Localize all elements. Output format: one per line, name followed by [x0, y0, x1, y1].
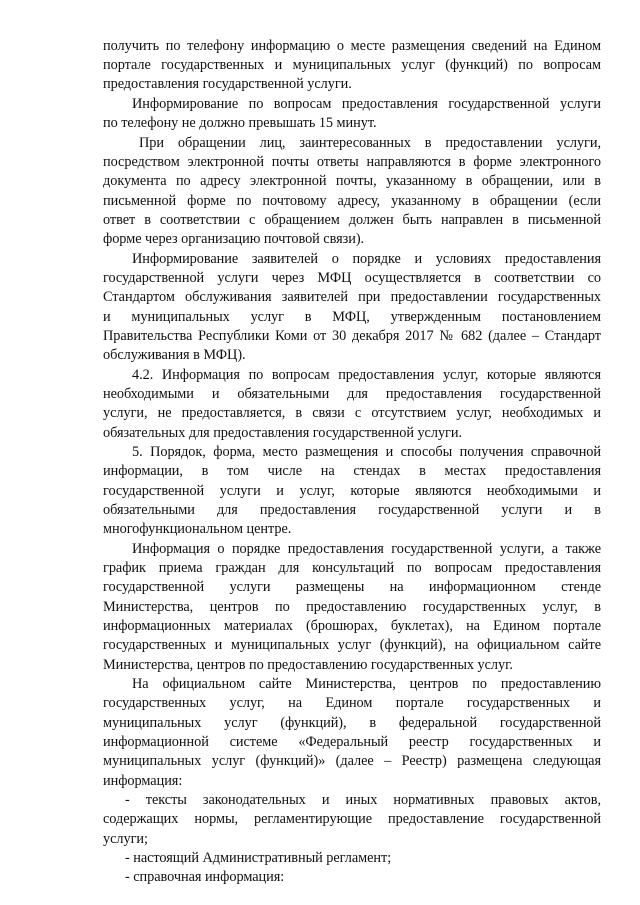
text-line: Правительства Республики Коми от 30 декабря 2017 № 682 (далее – Стандарт [103, 328, 601, 344]
text-line: письменной форме по почтовому адресу, указанному в обращении (если [103, 193, 601, 209]
text-line: информационной системе «Федеральный реестр государственных и [103, 734, 601, 750]
text-line: Министерства, центров по предоставлению государственных услуг. [103, 657, 513, 673]
text-line: Информирование заявителей о порядке и условиях предоставления [132, 251, 601, 267]
text-line: Информация о порядке предоставления государственной услуги, а также [132, 541, 601, 557]
text-line: - тексты законодательных и иных нормативных правовых актов, [125, 792, 601, 808]
text-line: документа по адресу электронной почты, указанному в обращении, или в [103, 173, 601, 189]
text-line: Стандартом обслуживания заявителей при предоставлении государственных [103, 289, 601, 305]
text-line: государственной услуги через МФЦ осуществляется в соответствии со [103, 270, 601, 286]
text-line: обязательными для предоставления государственной услуги и в [103, 502, 601, 518]
text-line: - настоящий Административный регламент; [125, 850, 392, 866]
text-line: государственных и муниципальных услуг (функций), на официальном сайте [103, 637, 601, 653]
text-line: предоставления государственной услуги. [103, 76, 352, 92]
text-line: необходимыми и обязательными для предоставления государственной [103, 386, 601, 402]
text-line: государственной услуги и услуг, которые являются необходимыми и [103, 483, 601, 499]
text-line: информация: [103, 773, 183, 789]
text-line: по телефону не должно превышать 15 минут. [103, 115, 377, 131]
text-line: форме через организацию почтовой связи). [103, 231, 365, 247]
text-line: график приема граждан для консультаций по вопросам предоставления [103, 560, 601, 576]
text-line: При обращении лиц, заинтересованных в предоставлении услуги, [139, 135, 601, 151]
text-line: На официальном сайте Министерства, центров по предоставлению [132, 676, 601, 692]
text-line: информационных материалах (брошюрах, буклетах), на Едином портале [103, 618, 601, 634]
text-line: портале государственных и муниципальных услуг (функций) по вопросам [103, 57, 601, 73]
text-line: государственной услуги размещены на информационном стенде [103, 579, 601, 595]
text-line: услуги, не предоставляется, в связи с отсутствием услуг, необходимых и [103, 405, 601, 421]
text-line: Министерства, центров по предоставлению государственных услуг, в [103, 599, 601, 615]
text-line: обслуживания в МФЦ). [103, 347, 246, 363]
text-line: Информирование по вопросам предоставления государственной услуги [132, 96, 601, 112]
text-line: и муниципальных услуг в МФЦ, утвержденным постановлением [103, 309, 601, 325]
text-line: обязательных для предоставления государственной услуги. [103, 425, 462, 441]
text-line: многофункциональном центре. [103, 521, 292, 537]
text-line: получить по телефону информацию о месте размещения сведений на Едином [103, 38, 601, 54]
text-line: ответ в соответствии с обращением должен быть направлен в письменной [103, 212, 601, 228]
text-line: - справочная информация: [125, 869, 285, 885]
text-line: государственных услуг, на Едином портале государственных и [103, 695, 601, 711]
text-line: муниципальных услуг (функций)» (далее – Реестр) размещена следующая [103, 753, 601, 769]
text-line: услуги; [103, 831, 148, 847]
text-line: 5. Порядок, форма, место размещения и способы получения справочной [132, 444, 601, 460]
text-line: 4.2. Информация по вопросам предоставления услуг, которые являются [132, 367, 601, 383]
text-line: содержащих нормы, регламентирующие предоставление государственной [103, 811, 601, 827]
text-line: муниципальных услуг (функций), в федеральной государственной [103, 715, 601, 731]
text-line: информации, в том числе на стендах в местах предоставления [103, 463, 601, 479]
text-line: посредством электронной почты ответы направляются в форме электронного [103, 154, 601, 170]
